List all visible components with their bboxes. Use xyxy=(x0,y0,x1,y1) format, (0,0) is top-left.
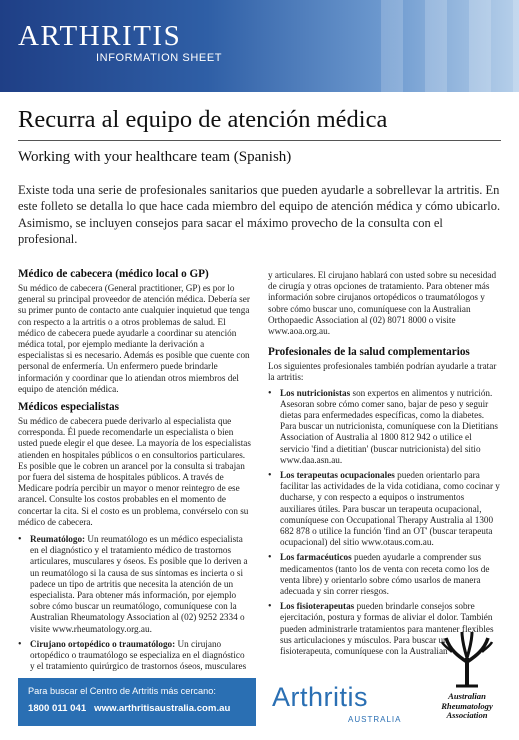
contact-label: Para buscar el Centro de Artritis más cercano: xyxy=(28,686,216,696)
specialists-list xyxy=(18,534,251,672)
contact-website-link[interactable]: www.arthritisaustralia.com.au xyxy=(94,703,231,714)
rheumatology-association-logo xyxy=(428,628,506,732)
page-title: Recurra al equipo de atención médica xyxy=(18,106,388,133)
list-item-term: Los nutricionistas xyxy=(280,387,351,398)
header-banner xyxy=(0,0,519,92)
list-item-text: pueden orientarlo para facilitar las actividades de la vida cotidiana, como cocinar y ducharse, y con respecto a equipos o instrumentos auxiliares útiles. Para buscar un terapeuta ocupacional, comuníquese con Occupational Therapy Australia al 1300 682 878 o utilice la función 'find an OT' (buscar terapeuta ocupacional) del sitio www.otaus.com.au. xyxy=(280,470,500,548)
allied-health-intro: Los siguientes profesionales también podrían ayudarle a tratar la artritis: xyxy=(268,361,497,383)
contact-phone[interactable]: 1800 011 041 xyxy=(28,703,87,714)
banner-stripes xyxy=(359,0,519,92)
list-item-term: Reumatólogo: xyxy=(30,534,86,545)
list-item-text: son expertos en alimentos y nutrición. Asesoran sobre cómo comer sano, bajar de peso y seguir dietas para enfermedades específicas, como la diabetes. Para buscar un nutricionista, comuníquese con la Dietitians Association of Australia al 1800 812 942 o utilice el servicio 'find a dietitian' (buscar nutricionista) del sitio www.daa.asn.au. xyxy=(280,387,498,465)
list-item-term: Los farmacéuticos xyxy=(280,552,352,563)
surgeon-continued-paragraph: y articulares. El cirujano hablará con usted sobre su necesidad de cirugía y otras opciones de tratamiento. Para obtener más información sobre cirujanos ortopédicos o traumatólogos y sobre cómo buscar uno, comuníquese con la Australian Orthopaedic Association al (02) 8071 8000 o visite www.aoa.org.au. xyxy=(268,270,497,337)
list-item-text: pueden brindarle consejos sobre ejercitación, postura y formas de aliviar el dolor. También pueden administrarle tratamientos para mantener flexibles sus articulaciones y músculos. Para buscar un fisioterapeuta, comuníquese con la Australian xyxy=(280,601,494,657)
list-item xyxy=(268,552,501,597)
ara-line-3: Association xyxy=(446,710,488,721)
title-divider xyxy=(18,140,501,141)
specialists-heading: Médicos especialistas xyxy=(18,401,119,414)
specialists-paragraph: Su médico de cabecera puede derivarlo al especialista que corresponda. Él puede recomendarle un especialista o bien usted puede elegir el que desee. La mayoría de los especialistas atienden en hospitales públicos o en consultorios particulares. Es posible que le cobren un arancel por la consulta si trabajan por fuera del sistema de hospitales públicos. A través de Medicare podría percibir un mayor o menor reintegro de ese arancel. Consulte los costos probables en el momento de concertar la cita. Si el costo es un problema, convérselo con su médico de cabecera. xyxy=(18,416,251,527)
brand-subtitle: INFORMATION SHEET xyxy=(96,52,223,64)
intro-paragraph: Existe toda una serie de profesionales sanitarios que pueden ayudarle a sobrellevar la artritis. En este folleto se detalla lo que hace cada miembro del equipo de atención médica y cómo ubicarlo. Asimismo, se incluyen consejos para sacar el máximo provecho de la consulta con el profesional. xyxy=(18,183,501,247)
list-item-term: Cirujano ortopédico o traumatólogo: xyxy=(30,638,176,649)
list-item-text: Un cirujano ortopédico o traumatólogo se especializa en el diagnóstico y el tratamiento quirúrgico de trastornos óseos, musculares xyxy=(30,638,247,672)
list-item-text: Un reumatólogo es un médico especialista en el diagnóstico y el tratamiento médico de trastornos articulares, musculares y óseos. Es posible que lo deriven a un reumatólogo si la causa de sus síntomas es incierta o si padece un tipo de artritis que necesita la atención de un especialista. Para obtener más información, por ejemplo sobre cómo buscar un reumatólogo, comuníquese con la Australian Rheumatology Association al (02) 9252 2334 o visite www.rheumatology.org.au. xyxy=(30,534,248,634)
arthritis-logo-subword: AUSTRALIA xyxy=(348,715,402,724)
allied-health-heading: Profesionales de la salud complementarios xyxy=(268,346,470,359)
brand-title: ARTHRITIS xyxy=(18,20,182,52)
ara-line-1: Australian xyxy=(448,691,486,701)
left-column xyxy=(18,268,251,677)
list-item xyxy=(18,534,251,635)
arthritis-logo-word: Arthritis xyxy=(272,682,369,712)
ara-logo-text xyxy=(428,692,506,721)
list-item xyxy=(18,639,251,673)
list-item xyxy=(268,388,501,466)
list-item-term: Los terapeutas ocupacionales xyxy=(280,470,395,481)
list-item-text: pueden ayudarle a comprender sus medicamentos (tanto los de venta con receta como los de venta libre) y orientarlo sobre cómo usarlos de manera adecuada y sin correr riesgos. xyxy=(280,552,490,597)
list-item-term: Los fisioterapeutas xyxy=(280,601,355,612)
arthritis-australia-logo xyxy=(272,680,422,728)
gp-paragraph: Su médico de cabecera (General practitioner, GP) es por lo general su principal proveedor de atención médica. Debería ser su primer punto de contacto ante cualquier inquietud que tenga con respecto a la artritis o a otros problemas de salud. El médico de cabecera puede ayudarle a coordinar su atención médica total, por ejemplo mediante la derivación a especialistas si es necesario. Además es posible que cuente con personal de enfermería. Un enfermero puede brindarle información y coordinar que lo atiendan otros miembros del equipo de atención médica. xyxy=(18,283,250,394)
list-item xyxy=(268,470,501,548)
tree-hands-icon xyxy=(440,628,494,688)
right-column xyxy=(268,270,501,661)
contact-box xyxy=(18,678,256,726)
gp-heading: Médico de cabecera (médico local o GP) xyxy=(18,268,209,280)
allied-health-list xyxy=(268,388,501,658)
ara-line-2: Rheumatology xyxy=(441,700,493,711)
contact-details xyxy=(28,703,246,714)
page-subtitle: Working with your healthcare team (Spanish) xyxy=(18,149,292,165)
